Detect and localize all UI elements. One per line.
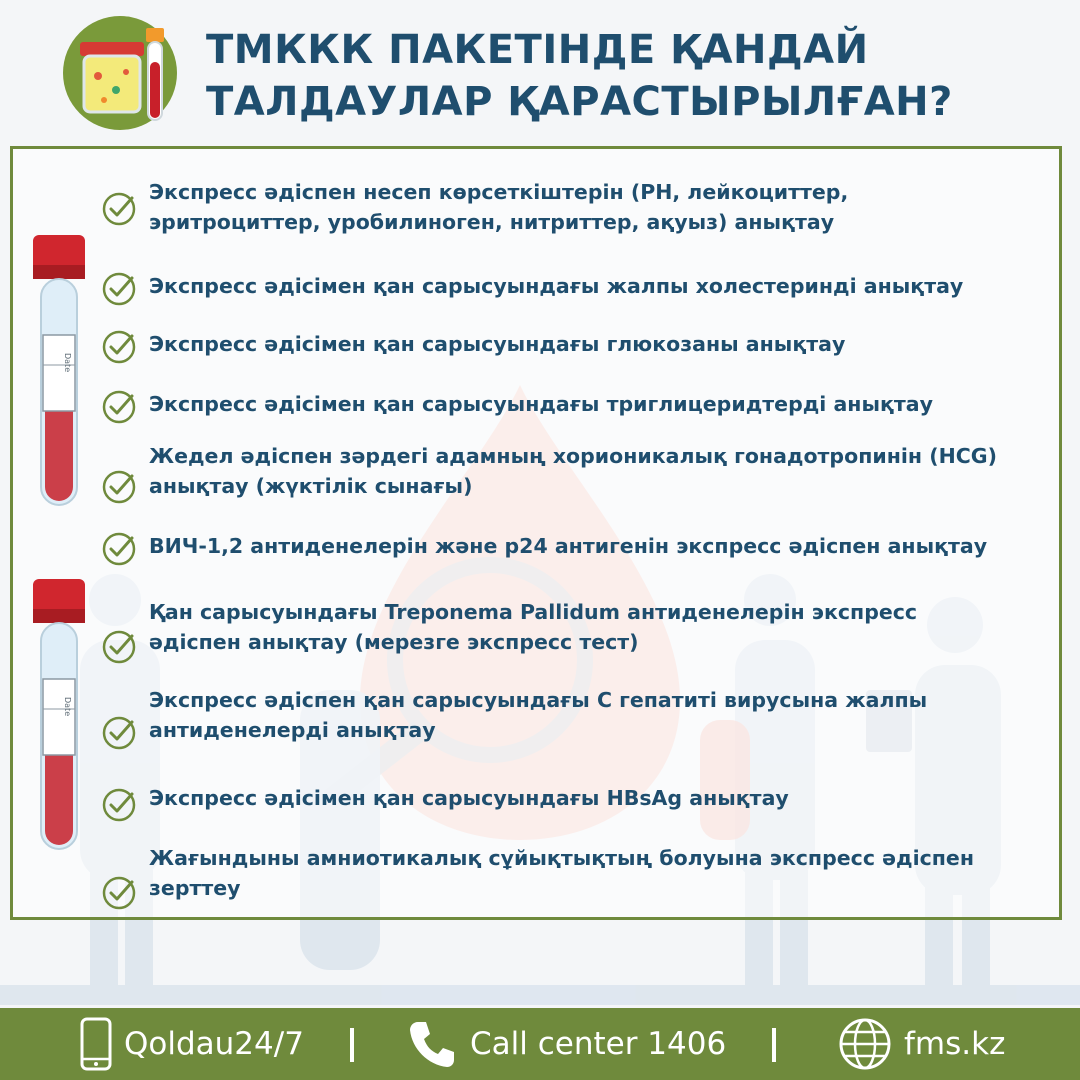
list-item-line: Қан сарысуындағы Treponema Pallidum антиденелерін экспресс (149, 600, 918, 624)
footer-support[interactable] (80, 1008, 304, 1080)
list-item-line: Экспресс әдісімен қан сарысуындағы триглицеридтерді анықтау (149, 392, 933, 416)
footer-contacts-bar (0, 1008, 1080, 1080)
list-item-line: Экспресс әдісімен қан сарысуындағы глюкозаны анықтау (149, 332, 846, 356)
check-circle-icon (101, 389, 137, 425)
footer-support-text: Qoldau24/7 (124, 1026, 304, 1062)
list-item-text (149, 389, 1055, 419)
check-circle-icon (101, 469, 137, 505)
blood-tube-icon (146, 28, 164, 42)
list-item-line: Экспресс әдіспен қан сарысуындағы С гепатиті вирусына жалпы (149, 688, 928, 712)
check-circle-icon (101, 329, 137, 365)
list-item-line: Жедел әдіспен зәрдегі адамның хорионикалық гонадотропинін (HCG) (149, 444, 997, 468)
check-circle-icon (101, 715, 137, 751)
list-item-text (149, 843, 1055, 903)
list-item-text (149, 783, 1055, 813)
list-item-line: анықтау (жүктілік сынағы) (149, 474, 473, 498)
list-item-line: Экспресс әдісімен қан сарысуындағы жалпы холестеринді анықтау (149, 274, 964, 298)
list-item-line: антиденелерді анықтау (149, 718, 436, 742)
list-item-text (149, 271, 1055, 301)
list-item-line: Экспресс әдісімен қан сарысуындағы HBsAg анықтау (149, 786, 789, 810)
list-item-line: ВИЧ-1,2 антиденелерін және р24 антигенін экспресс әдіспен анықтау (149, 534, 988, 558)
list-item-line: әдіспен анықтау (мерезге экспресс тест) (149, 630, 639, 654)
check-circle-icon (101, 787, 137, 823)
blood-tube-icon (29, 579, 89, 854)
tube-label-text: Date (63, 353, 72, 373)
list-item-text (149, 329, 1055, 359)
analysis-list-panel (10, 146, 1062, 920)
footer-call-center-text: Call center 1406 (470, 1026, 727, 1062)
phone-mobile-icon (80, 1017, 112, 1071)
list-item-line: Жағындыны амниотикалық сұйықтықтың болуына экспресс әдіспен (149, 846, 974, 870)
check-circle-icon (101, 191, 137, 227)
list-item-text (149, 177, 1055, 237)
urine-container-icon (58, 14, 188, 132)
page-title-line-1: ТМККК ПАКЕТІНДЕ ҚАНДАЙ (206, 27, 869, 73)
blood-tube-icon (29, 235, 89, 510)
footer-website[interactable] (838, 1008, 1005, 1080)
check-circle-icon (101, 875, 137, 911)
footer-call-center[interactable] (406, 1008, 726, 1080)
list-item-line: зерттеу (149, 876, 241, 900)
footer-separator (772, 1028, 776, 1062)
list-item-text (149, 441, 1055, 501)
page-title-line-2: ТАЛДАУЛАР ҚАРАСТЫРЫЛҒАН? (206, 79, 953, 125)
footer-website-text: fms.kz (904, 1026, 1006, 1062)
list-item-text (149, 685, 1055, 745)
phone-handset-icon (406, 1018, 458, 1070)
list-item-line: эритроциттер, уробилиноген, нитриттер, ақуыз) анықтау (149, 210, 835, 234)
header (0, 0, 1080, 140)
check-circle-icon (101, 629, 137, 665)
check-circle-icon (101, 531, 137, 567)
globe-icon (838, 1017, 892, 1071)
list-item-text (149, 597, 1055, 657)
list-item-text (149, 531, 1055, 561)
footer-separator (350, 1028, 354, 1062)
list-item-line: Экспресс әдіспен несеп көрсеткіштерін (РН, лейкоциттер, (149, 180, 849, 204)
check-circle-icon (101, 271, 137, 307)
tube-label-text: Date (63, 697, 72, 717)
page-title (206, 24, 1066, 128)
